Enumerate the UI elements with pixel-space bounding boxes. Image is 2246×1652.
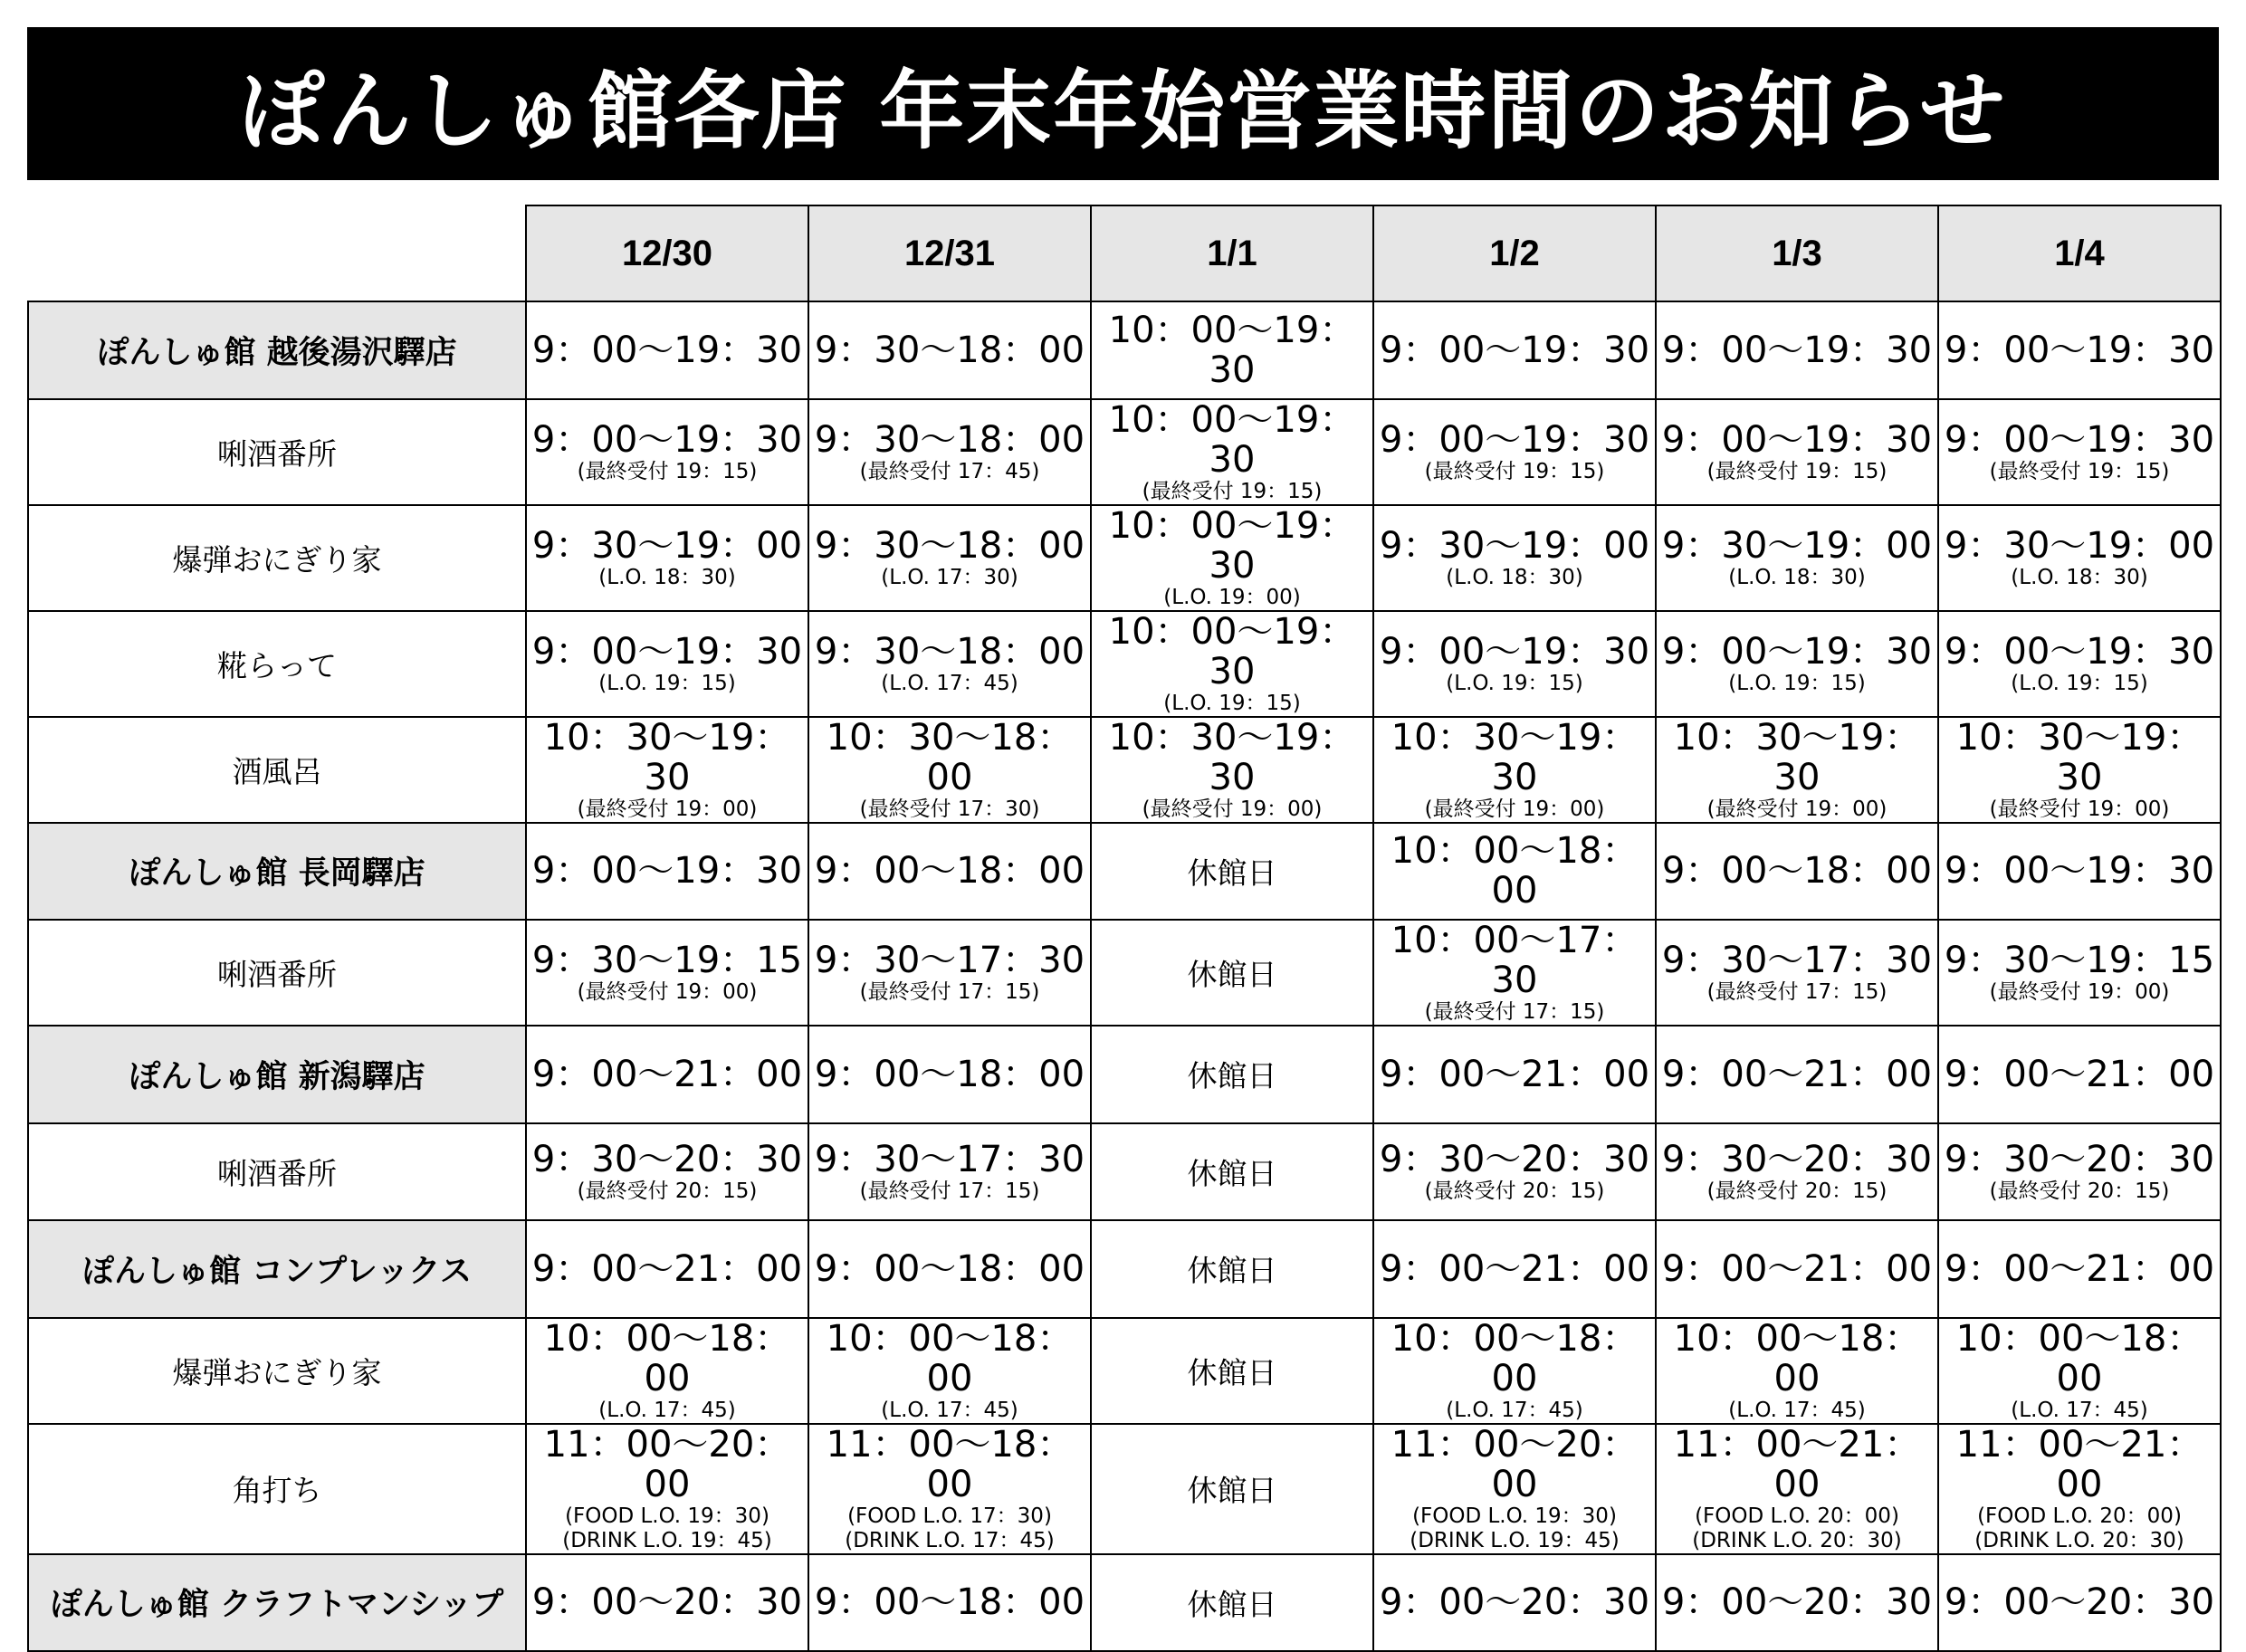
hours-cell [1656,920,1938,1026]
hours-time: 9：00〜21：00 [1944,1247,2215,1290]
hours-time: 9：00〜20：30 [1379,1581,1650,1624]
hours-time: 11：00〜18：00 [826,1423,1074,1505]
hours-cell [808,823,1091,921]
hours-note: (L.O. 17：45) [881,1398,1018,1422]
shop-row [28,1123,2221,1221]
hours-note: (最終受付 20：15) [1989,1179,2170,1203]
hours-cell [1091,823,1373,921]
hours-note: (L.O. 19：15) [1728,671,1866,695]
hours-cell [1938,399,2221,505]
hours-note: (最終受付 20：15) [1706,1179,1888,1203]
closed-label: 休館日 [1187,1354,1277,1390]
hours-cell [1091,1424,1373,1554]
hours-cell [526,301,808,399]
hours-cell [1373,717,1656,823]
shop-row [28,399,2221,505]
hours-time: 10：00〜19：30 [1108,309,1356,391]
hours-note: (L.O. 19：15) [1163,691,1301,715]
date-header: 1/1 [1091,205,1373,301]
hours-cell [1938,301,2221,399]
hours-time: 9：00〜21：00 [1379,1247,1650,1290]
hours-note: (最終受付 17：30) [859,797,1040,821]
header-corner [28,205,526,301]
hours-note: (最終受付 19：00) [577,797,758,821]
hours-time: 9：00〜19：30 [1379,329,1650,371]
hours-note: (最終受付 20：15) [1424,1179,1605,1203]
hours-cell [526,920,808,1026]
hours-cell [808,1220,1091,1318]
hours-cell [1373,1123,1656,1221]
hours-time: 11：00〜20：00 [543,1423,791,1505]
hours-time: 10：00〜18：00 [1391,830,1639,912]
hours-note: (DRINK L.O. 20：30) [1974,1528,2184,1552]
hours-cell [1656,717,1938,823]
date-header: 1/3 [1656,205,1938,301]
hours-cell [526,1318,808,1424]
hours-cell [526,1554,808,1652]
hours-cell [1373,505,1656,611]
hours-cell [1938,920,2221,1026]
hours-cell [1938,1554,2221,1652]
hours-time: 9：00〜21：00 [531,1053,803,1095]
hours-time: 11：00〜21：00 [1955,1423,2203,1505]
hours-note: (DRINK L.O. 19：45) [562,1528,772,1552]
hours-time: 9：30〜20：30 [531,1138,803,1180]
hours-time: 9：00〜19：30 [531,850,803,893]
closed-label: 休館日 [1187,855,1277,891]
hours-note: (最終受付 19：15) [577,459,758,483]
hours-note: (DRINK L.O. 17：45) [845,1528,1055,1552]
hours-cell [1373,1026,1656,1123]
hours-time: 10：00〜19：30 [1108,398,1356,481]
date-header: 1/4 [1938,205,2221,301]
hours-cell [1656,1318,1938,1424]
hours-time: 9：00〜19：30 [531,418,803,461]
hours-cell [1091,611,1373,717]
hours-time: 9：30〜20：30 [1944,1138,2215,1180]
closed-label: 休館日 [1187,1586,1277,1622]
hours-note: (FOOD L.O. 19：30) [1412,1504,1617,1528]
branch-row [28,823,2221,921]
hours-note: (最終受付 19：15) [1706,459,1888,483]
hours-time: 9：00〜19：30 [1944,418,2215,461]
page-title: ぽんしゅ館各店 年末年始営業時間のお知らせ [27,27,2219,180]
hours-cell [1373,399,1656,505]
hours-note: (FOOD L.O. 17：30) [847,1504,1052,1528]
shop-row [28,717,2221,823]
hours-time: 9：30〜19：00 [531,524,803,567]
hours-time: 9：00〜19：30 [1379,630,1650,673]
hours-note: (最終受付 17：15) [1706,980,1888,1004]
date-header: 12/30 [526,205,808,301]
hours-time: 11：00〜21：00 [1673,1423,1921,1505]
hours-cell [808,1554,1091,1652]
hours-cell [1656,611,1938,717]
hours-time: 9：00〜19：30 [1661,329,1933,371]
hours-time: 9：30〜18：00 [814,329,1085,371]
hours-cell [526,1026,808,1123]
date-header-row [28,205,2221,301]
hours-cell [1373,823,1656,921]
branch-name: ぽんしゅ館 長岡驛店 [28,823,526,921]
hours-cell [1373,920,1656,1026]
hours-cell [526,1123,808,1221]
hours-note: (最終受付 19：00) [1989,797,2170,821]
hours-cell [808,717,1091,823]
hours-cell [1938,1220,2221,1318]
hours-note: (L.O. 18：30) [1446,565,1583,589]
hours-note: (最終受付 17：15) [859,980,1040,1004]
closed-label: 休館日 [1187,957,1277,992]
hours-cell [1938,611,2221,717]
shop-row [28,505,2221,611]
hours-cell [1656,505,1938,611]
shop-name: 角打ち [28,1424,526,1554]
hours-time: 9：30〜19：00 [1661,524,1933,567]
hours-note: (最終受付 20：15) [577,1179,758,1203]
branch-row [28,301,2221,399]
hours-cell [1938,1123,2221,1221]
hours-cell [808,1026,1091,1123]
hours-cell [808,1123,1091,1221]
hours-note: (FOOD L.O. 20：00) [1695,1504,1899,1528]
hours-time: 9：00〜19：30 [531,630,803,673]
hours-note: (FOOD L.O. 20：00) [1977,1504,2182,1528]
hours-time: 9：00〜18：00 [814,1053,1085,1095]
branch-name: ぽんしゅ館 コンプレックス [28,1220,526,1318]
hours-cell [1091,1026,1373,1123]
hours-time: 9：30〜18：00 [814,524,1085,567]
hours-cell [1091,1220,1373,1318]
hours-cell [526,717,808,823]
hours-time: 9：30〜20：30 [1379,1138,1650,1180]
hours-cell [1656,823,1938,921]
hours-cell [1091,505,1373,611]
hours-time: 9：00〜20：30 [1944,1581,2215,1624]
hours-time: 9：30〜19：15 [1944,940,2215,981]
hours-note: (最終受付 19：15) [1142,479,1323,503]
branch-row [28,1026,2221,1123]
shop-row [28,920,2221,1026]
hours-note: (L.O. 17：45) [598,1398,736,1422]
hours-time: 10：00〜18：00 [826,1317,1074,1399]
shop-row [28,611,2221,717]
hours-note: (L.O. 17：45) [2011,1398,2148,1422]
hours-time: 9：30〜18：00 [814,418,1085,461]
hours-cell [526,1220,808,1318]
hours-time: 9：00〜21：00 [1661,1247,1933,1290]
hours-time: 10：30〜19：30 [1955,716,2203,798]
hours-cell [526,823,808,921]
hours-note: (L.O. 19：15) [2011,671,2148,695]
shop-name: 唎酒番所 [28,920,526,1026]
closed-label: 休館日 [1187,1058,1277,1094]
hours-note: (最終受付 17：45) [859,459,1040,483]
hours-cell [1373,1424,1656,1554]
shop-row [28,1424,2221,1554]
hours-time: 9：00〜19：30 [1661,630,1933,673]
hours-cell [1091,301,1373,399]
closed-label: 休館日 [1187,1253,1277,1289]
hours-note: (最終受付 19：00) [1706,797,1888,821]
hours-time: 9：00〜21：00 [1661,1053,1933,1095]
hours-time: 9：00〜19：30 [1944,630,2215,673]
hours-time: 9：30〜17：30 [1661,940,1933,981]
hours-cell [1373,1220,1656,1318]
hours-note: (DRINK L.O. 20：30) [1692,1528,1902,1552]
hours-note: (L.O. 17：45) [881,671,1018,695]
hours-note: (最終受付 19：15) [1424,459,1605,483]
shop-name: 酒風呂 [28,717,526,823]
hours-time: 10：00〜18：00 [543,1317,791,1399]
hours-note: (L.O. 18：30) [1728,565,1866,589]
hours-cell [808,505,1091,611]
hours-time: 9：00〜21：00 [531,1247,803,1290]
shop-name: 唎酒番所 [28,399,526,505]
hours-note: (DRINK L.O. 19：45) [1410,1528,1620,1552]
hours-note: (最終受付 17：15) [859,1179,1040,1203]
closed-label: 休館日 [1187,1155,1277,1191]
hours-note: (最終受付 19：00) [1989,980,2170,1004]
hours-cell [1373,1318,1656,1424]
hours-cell [808,611,1091,717]
hours-note: (L.O. 19：15) [598,671,736,695]
branch-name: ぽんしゅ館 越後湯沢驛店 [28,301,526,399]
hours-note: (L.O. 19：15) [1446,671,1583,695]
hours-cell [526,399,808,505]
hours-cell [1373,611,1656,717]
hours-time: 10：00〜18：00 [1955,1317,2203,1399]
hours-cell [808,1318,1091,1424]
date-header: 12/31 [808,205,1091,301]
hours-time: 9：00〜21：00 [1379,1053,1650,1095]
hours-time: 10：00〜17：30 [1391,920,1639,1001]
hours-time: 9：30〜19：00 [1379,524,1650,567]
hours-time: 10：30〜19：30 [1673,716,1921,798]
hours-time: 10：30〜18：00 [826,716,1074,798]
hours-cell [1938,823,2221,921]
hours-note: (L.O. 19：00) [1163,585,1301,609]
hours-time: 9：00〜18：00 [814,1581,1085,1624]
hours-time: 11：00〜20：00 [1391,1423,1639,1505]
hours-cell [1938,1026,2221,1123]
hours-cell [526,505,808,611]
hours-cell [1656,1123,1938,1221]
hours-time: 10：00〜18：00 [1673,1317,1921,1399]
shop-row [28,1318,2221,1424]
hours-time: 10：30〜19：30 [1391,716,1639,798]
hours-cell [808,1424,1091,1554]
hours-time: 9：00〜18：00 [814,850,1085,893]
branch-name: ぽんしゅ館 新潟驛店 [28,1026,526,1123]
business-hours-table [27,205,2222,1652]
hours-cell [1656,1424,1938,1554]
hours-time: 10：00〜19：30 [1108,504,1356,587]
hours-note: (最終受付 19：00) [1142,797,1323,821]
branch-row [28,1554,2221,1652]
hours-cell [1656,1220,1938,1318]
shop-name: 爆弾おにぎり家 [28,505,526,611]
hours-note: (L.O. 18：30) [598,565,736,589]
shop-name: 爆弾おにぎり家 [28,1318,526,1424]
hours-time: 9：30〜20：30 [1661,1138,1933,1180]
branch-row [28,1220,2221,1318]
hours-time: 10：00〜18：00 [1391,1317,1639,1399]
hours-time: 9：00〜19：30 [531,329,803,371]
hours-cell [1656,399,1938,505]
hours-note: (最終受付 17：15) [1424,1000,1605,1024]
hours-time: 9：00〜20：30 [1661,1581,1933,1624]
hours-time: 9：00〜19：30 [1661,418,1933,461]
hours-cell [1656,1554,1938,1652]
hours-time: 10：30〜19：30 [1108,716,1356,798]
hours-note: (L.O. 18：30) [2011,565,2148,589]
branch-name: ぽんしゅ館 クラフトマンシップ [28,1554,526,1652]
hours-time: 9：00〜19：30 [1944,329,2215,371]
shop-name: 糀らって [28,611,526,717]
hours-cell [1938,1318,2221,1424]
hours-note: (FOOD L.O. 19：30) [565,1504,769,1528]
hours-cell [1091,1123,1373,1221]
hours-time: 9：30〜19：15 [531,940,803,981]
hours-cell [1091,717,1373,823]
hours-cell [1091,920,1373,1026]
hours-cell [526,1424,808,1554]
hours-note: (L.O. 17：45) [1446,1398,1583,1422]
hours-time: 9：00〜21：00 [1944,1053,2215,1095]
hours-note: (最終受付 19：00) [577,980,758,1004]
hours-cell [1656,1026,1938,1123]
hours-time: 9：00〜20：30 [531,1581,803,1624]
hours-note: (L.O. 17：45) [1728,1398,1866,1422]
hours-time: 9：00〜18：00 [1661,850,1933,893]
hours-note: (最終受付 19：00) [1424,797,1605,821]
hours-time: 10：00〜19：30 [1108,610,1356,692]
hours-time: 9：30〜17：30 [814,940,1085,981]
hours-time: 9：30〜18：00 [814,630,1085,673]
hours-cell [1656,301,1938,399]
hours-cell [1938,1424,2221,1554]
hours-cell [526,611,808,717]
hours-time: 10：30〜19：30 [543,716,791,798]
hours-time: 9：30〜17：30 [814,1138,1085,1180]
closed-label: 休館日 [1187,1473,1277,1508]
date-header: 1/2 [1373,205,1656,301]
hours-note: (最終受付 19：15) [1989,459,2170,483]
hours-cell [1373,1554,1656,1652]
hours-cell [808,301,1091,399]
shop-name: 唎酒番所 [28,1123,526,1221]
hours-note: (L.O. 17：30) [881,565,1018,589]
hours-cell [1938,717,2221,823]
hours-time: 9：00〜19：30 [1944,850,2215,893]
hours-cell [1373,301,1656,399]
hours-time: 9：00〜18：00 [814,1247,1085,1290]
hours-time: 9：00〜19：30 [1379,418,1650,461]
hours-cell [808,920,1091,1026]
hours-cell [1091,1318,1373,1424]
hours-time: 9：30〜19：00 [1944,524,2215,567]
hours-cell [808,399,1091,505]
hours-cell [1091,399,1373,505]
hours-cell [1938,505,2221,611]
hours-cell [1091,1554,1373,1652]
